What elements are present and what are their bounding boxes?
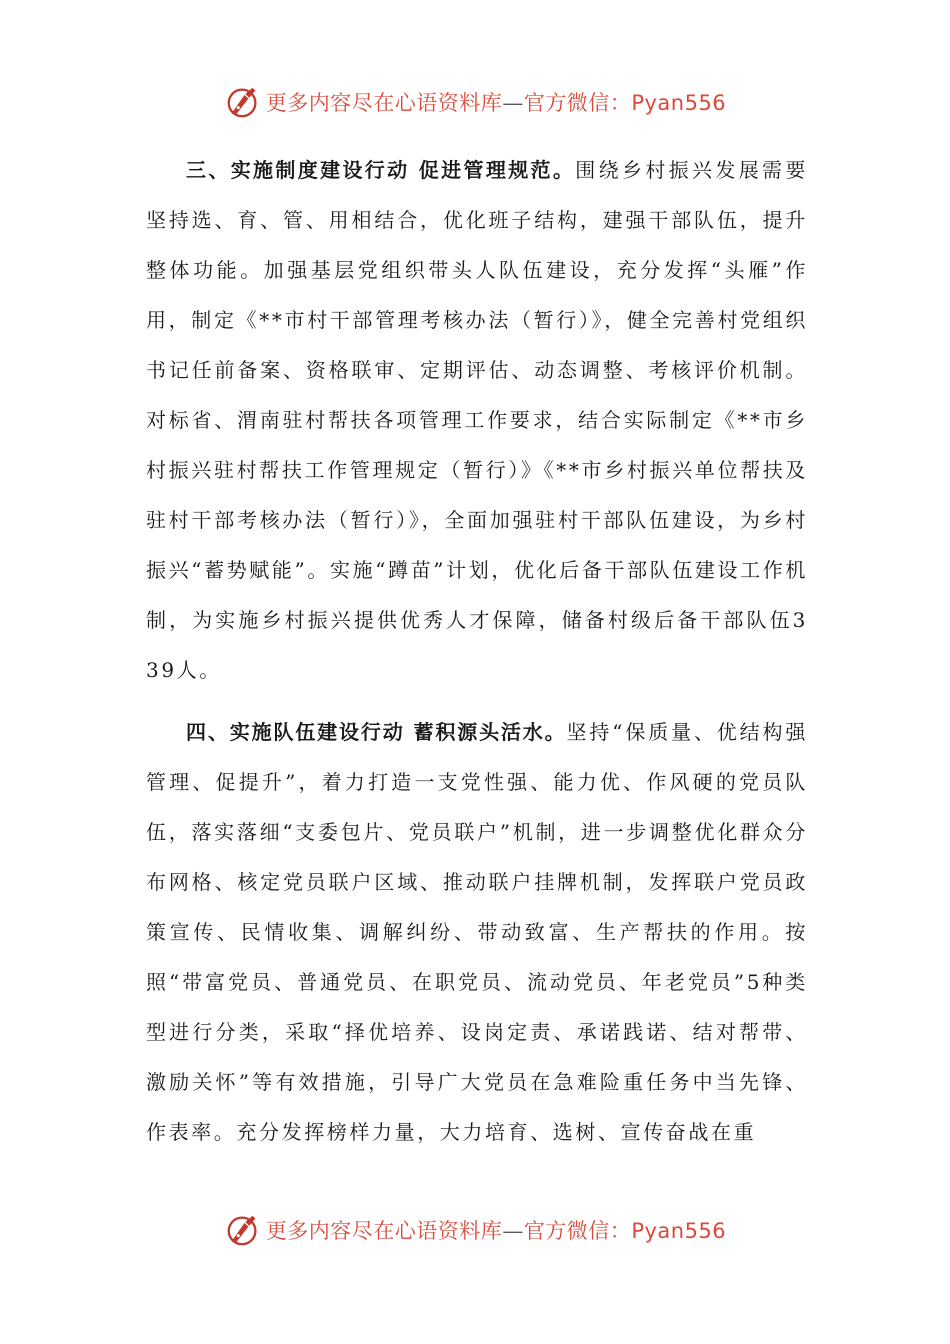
footer-banner <box>0 1210 950 1250</box>
section-3-body: 围绕乡村振兴发展需要坚持选、育、管、用相结合，优化班子结构，建强干部队伍，提升整体功能。加强基层党组织带头人队伍建设，充分发挥“头雁”作用，制定《**市村干部管理考核办法（暂行）》，健全完善村党组织书记任前备案、资格联审、定期评估、动态调整、考核评价机制。对标省、渭南驻村帮扶各项管理工作要求，结合实际制定《**市乡村振兴驻村帮扶工作管理规定（暂行）》《**市乡村振兴单位帮扶及驻村干部考核办法（暂行）》，全面加强驻村干部队伍建设，为乡村振兴“蓄势赋能”。实施“蹲苗”计划，优化后备干部队伍建设工作机制，为实施乡村振兴提供优秀人才保障，储备村级后备干部队伍339人。 <box>146 158 809 682</box>
document-body <box>146 145 808 1169</box>
banner-main-text: 更多内容尽在心语资料库 <box>265 1219 503 1243</box>
banner-separator: — <box>502 1219 524 1243</box>
banner-text <box>266 87 726 117</box>
banner-wechat-id: Pyan556 <box>631 91 727 115</box>
banner-wechat-id: Pyan556 <box>631 1219 727 1243</box>
section-4-body: 坚持“保质量、优结构强管理、促提升”，着力打造一支党性强、能力优、作风硬的党员队伍，落实落细“支委包片、党员联户”机制，进一步调整优化群众分布网格、核定党员联户区域、推动联户挂牌机制，发挥联户党员政策宣传、民情收集、调解纠纷、带动致富、生产帮扶的作用。按照“带富党员、普通党员、在职党员、流动党员、年老党员”5种类型进行分类，采取“择优培养、设岗定责、承诺践诺、结对帮带、激励关怀”等有效措施，引导广大党员在急难险重任务中当先锋、作表率。充分发挥榜样力量，大力培育、选树、宣传奋战在重 <box>146 720 809 1144</box>
paragraph-section-3 <box>146 145 808 695</box>
paragraph-section-4 <box>146 707 808 1157</box>
header-banner <box>0 82 950 122</box>
banner-text <box>266 1215 726 1245</box>
pen-nib-circle-icon <box>224 1211 262 1249</box>
banner-wechat-label: 官方微信： <box>523 91 632 115</box>
banner-wechat-label: 官方微信： <box>523 1219 632 1243</box>
banner-main-text: 更多内容尽在心语资料库 <box>265 91 503 115</box>
banner-separator: — <box>502 91 524 115</box>
section-3-heading: 三、实施制度建设行动 促进管理规范。 <box>186 158 576 182</box>
section-4-heading: 四、实施队伍建设行动 蓄积源头活水。 <box>186 720 567 744</box>
pen-nib-circle-icon <box>224 83 262 121</box>
